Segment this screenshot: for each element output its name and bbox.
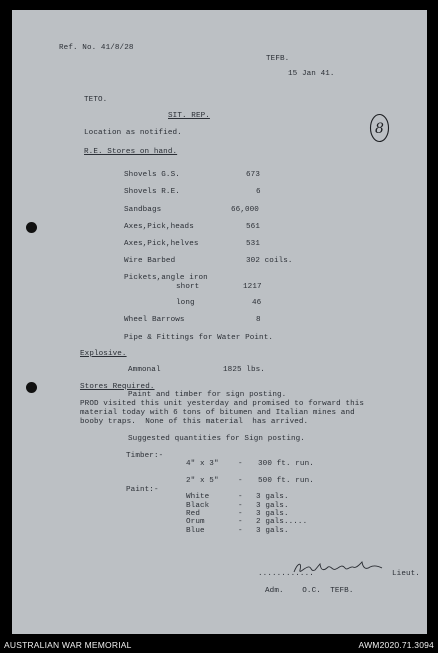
paint-color: Red bbox=[186, 510, 200, 518]
signature-dots: ............ bbox=[258, 570, 314, 578]
paragraph-line: material today with 6 tons of bitumen and Italian mines and bbox=[80, 409, 355, 417]
stores-heading: R.E. Stores on hand. bbox=[84, 148, 178, 156]
explosive-qty: 1825 lbs. bbox=[223, 366, 265, 374]
timber-label: Timber:- bbox=[126, 452, 164, 460]
timber-qty: 300 ft. run. bbox=[258, 460, 314, 468]
store-qty: 302 coils. bbox=[246, 257, 293, 265]
timber-size: 2" x 5" bbox=[186, 477, 219, 485]
explosive-heading: Explosive. bbox=[80, 350, 127, 358]
paint-color: Blue bbox=[186, 527, 205, 535]
store-item: Pickets,angle iron bbox=[124, 274, 208, 282]
paint-qty: 3 gals. bbox=[256, 502, 289, 510]
store-item: Shovels G.S. bbox=[124, 171, 180, 179]
paint-color: Orum bbox=[186, 518, 205, 526]
paragraph-line: Paint and timber for sign posting. bbox=[128, 391, 287, 399]
timber-qty: 500 ft. run. bbox=[258, 477, 314, 485]
paint-qty: 2 gals..... bbox=[256, 518, 308, 526]
store-qty: 6 bbox=[256, 188, 261, 196]
timber-size: 4" x 3" bbox=[186, 460, 219, 468]
suggested-line: Suggested quantities for Sign posting. bbox=[128, 435, 305, 443]
store-qty: 8 bbox=[256, 316, 261, 324]
store-item: Wire Barbed bbox=[124, 257, 176, 265]
store-item: Sandbags bbox=[124, 206, 162, 214]
store-qty: 673 bbox=[246, 171, 260, 179]
store-item: long bbox=[176, 299, 195, 307]
paint-color: Black bbox=[186, 502, 210, 510]
paint-qty: 3 gals. bbox=[256, 527, 289, 535]
punch-hole-top bbox=[26, 222, 37, 233]
paint-dash: - bbox=[238, 510, 243, 518]
signature-block: Adm. O.C. TEFB. bbox=[265, 587, 354, 595]
store-item: short bbox=[176, 283, 200, 291]
paint-dash: - bbox=[238, 518, 243, 526]
document-date: 15 Jan 41. bbox=[288, 70, 335, 78]
location-line: Location as notified. bbox=[84, 129, 182, 137]
document-title: SIT. REP. bbox=[168, 112, 210, 120]
paint-dash: - bbox=[238, 493, 243, 501]
timber-dash: - bbox=[238, 477, 243, 485]
pipe-fittings-line: Pipe & Fittings for Water Point. bbox=[124, 334, 274, 342]
store-item: Wheel Barrows bbox=[124, 316, 185, 324]
signatory-rank: Lieut. bbox=[392, 570, 420, 578]
paint-qty: 3 gals. bbox=[256, 493, 289, 501]
explosive-item: Ammonal bbox=[128, 366, 161, 374]
archive-reference: AWM2020.71.3094 bbox=[358, 640, 434, 650]
paint-dash: - bbox=[238, 527, 243, 535]
circled-page-number bbox=[369, 113, 390, 143]
addressee: TETO. bbox=[84, 96, 108, 104]
archive-credit: AUSTRALIAN WAR MEMORIAL bbox=[4, 640, 132, 650]
paint-label: Paint:- bbox=[126, 486, 159, 494]
store-qty: 1217 bbox=[243, 283, 262, 291]
reference-number: Ref. No. 41/8/28 bbox=[59, 44, 134, 52]
paragraph-line: booby traps. None of this material has arrived. bbox=[80, 418, 309, 426]
store-qty: 46 bbox=[252, 299, 262, 307]
margin-number: 8 bbox=[375, 121, 384, 137]
document-page bbox=[12, 10, 427, 634]
store-qty: 66,000 bbox=[231, 206, 259, 214]
unit-code: TEFB. bbox=[266, 55, 290, 63]
punch-hole-bottom bbox=[26, 382, 37, 393]
timber-dash: - bbox=[238, 460, 243, 468]
store-item: Axes,Pick,helves bbox=[124, 240, 199, 248]
store-item: Shovels R.E. bbox=[124, 188, 180, 196]
paragraph-line: PROD visited this unit yesterday and promised to forward this bbox=[80, 400, 365, 408]
paint-color: White bbox=[186, 493, 210, 501]
paint-qty: 3 gals. bbox=[256, 510, 289, 518]
stores-required-heading: Stores Required. bbox=[80, 383, 155, 391]
store-qty: 531 bbox=[246, 240, 260, 248]
store-item: Axes,Pick,heads bbox=[124, 223, 194, 231]
store-qty: 561 bbox=[246, 223, 260, 231]
paint-dash: - bbox=[238, 502, 243, 510]
